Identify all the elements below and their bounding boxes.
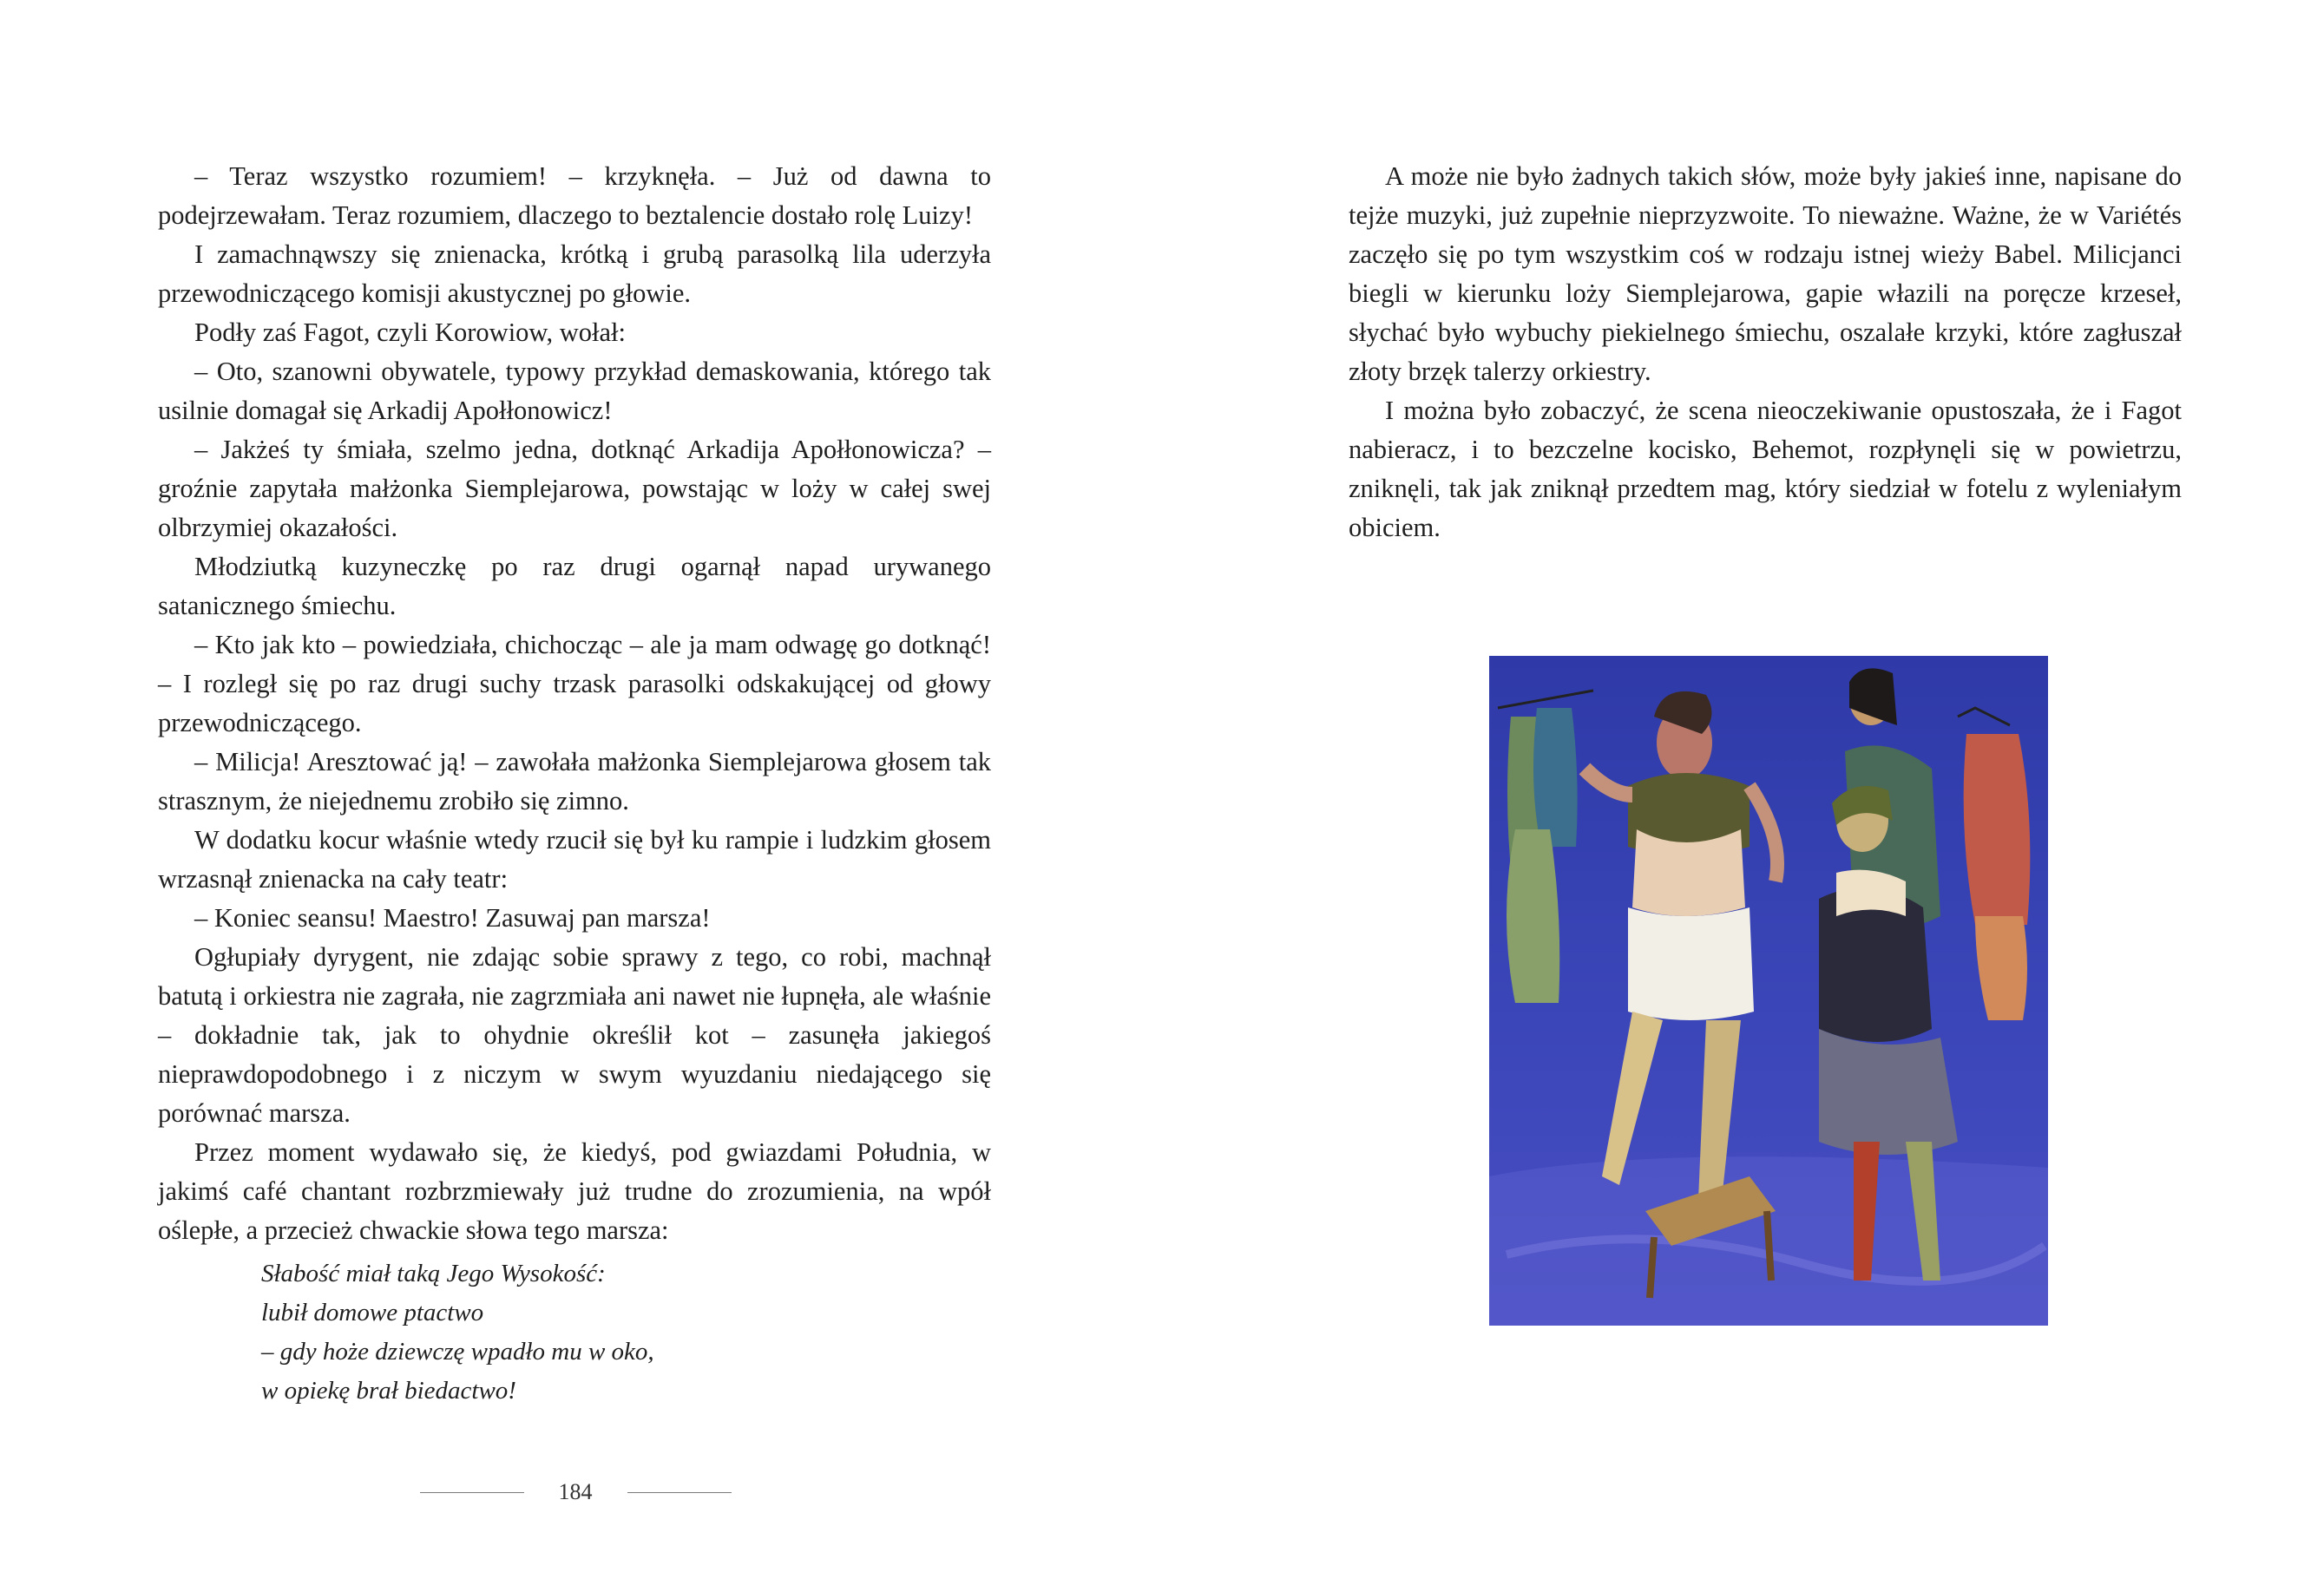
footer-rule-right: [627, 1492, 732, 1493]
paragraph: Młodziutką kuzyneczkę po raz drugi ogarnął napad urywanego satanicznego śmiechu.: [158, 552, 991, 620]
verse-line: w opiekę brał biedactwo!: [261, 1377, 516, 1405]
paragraph: I można było zobaczyć, że scena nieoczekiwanie opustoszała, że i Fagot nabieracz, i to bezczelne kocisko, Behemot, rozpłynęli się w powietrzu, zniknęli, tak jak zniknął przedtem mag, który siedział w fotelu z wyleniałym obiciem.: [1349, 396, 2182, 542]
paragraph: Podły zaś Fagot, czyli Korowiow, wołał:: [194, 318, 626, 347]
page-number-footer: [415, 1475, 736, 1510]
painting-image: [1489, 656, 2048, 1326]
verse-line: lubił domowe ptactwo: [261, 1299, 484, 1326]
paragraph: Przez moment wydawało się, że kiedyś, pod gwiazdami Południa, w jakimś café chantant rozbrzmiewały już trudne do zrozumienia, na wpół oślepłe, a przecież chwackie słowa tego marsza:: [158, 1137, 991, 1245]
paragraph: A może nie było żadnych takich słów, może były jakieś inne, napisane do tejże muzyki, już zupełnie nieprzyzwoite. To nieważne. Ważne, że w Variétés zaczęło się po tym wszystkim coś w rodzaju istnej wieży Babel. Milicjanci biegli w kierunku loży Siemplejarowa, gapie włazili na poręcze krzeseł, słychać było wybuchy piekielnego śmiechu, oszalałe krzyki, które zagłuszał złoty brzęk talerzy orkiestry.: [1349, 161, 2182, 386]
page-number: 184: [558, 1479, 593, 1504]
paragraph: – Milicja! Aresztować ją! – zawołała małżonka Siemplejarowa głosem tak strasznym, że niejednemu zrobiło się zimno.: [158, 747, 991, 815]
paragraph: – Jakżeś ty śmiała, szelmo jedna, dotknąć Arkadija Apołłonowicza? – groźnie zapytała małżonka Siemplejarowa, powstając w loży w całej swej olbrzymiej okazałości.: [158, 435, 991, 542]
footer-rule-left: [420, 1492, 524, 1493]
paragraph: I zamachnąwszy się znienacka, krótką i grubą parasolką lila uderzyła przewodniczącego komisji akustycznej po głowie.: [158, 239, 991, 308]
paragraph: Ogłupiały dyrygent, nie zdając sobie sprawy z tego, co robi, machnął batutą i orkiestra nie zagrała, nie zagrzmiała ani nawet nie łupnęła, ale właśnie – dokładnie tak, jak to ohydnie określił kot – zasunęła jakiegoś nieprawdopodobnego i z niczym w swym wyuzdaniu niedającego się porównać marsza.: [158, 942, 991, 1128]
paragraph: – Kto jak kto – powiedziała, chichocząc – ale ja mam odwagę go dotknąć! – I rozległ się po raz drugi suchy trzask parasolki odskakującej od głowy przewodniczącego.: [158, 630, 991, 737]
paragraph: – Teraz wszystko rozumiem! – krzyknęła. – Już od dawna to podejrzewałam. Teraz rozumiem, dlaczego to beztalencie dostało rolę Luizy!: [158, 161, 991, 230]
painting-illustration: [1489, 656, 2048, 1326]
verse-line: Słabość miał taką Jego Wysokość:: [261, 1260, 606, 1287]
left-page-text: [158, 157, 991, 1250]
verse-line: – gdy hoże dziewczę wpadło mu w oko,: [261, 1338, 654, 1366]
right-page-text: [1349, 157, 2182, 547]
song-verse: [261, 1254, 869, 1411]
paragraph: – Oto, szanowni obywatele, typowy przykład demaskowania, którego tak usilnie domagał się Arkadij Apołłonowicz!: [158, 357, 991, 425]
paragraph: W dodatku kocur właśnie wtedy rzucił się był ku rampie i ludzkim głosem wrzasnął znienacka na cały teatr:: [158, 825, 991, 894]
paragraph: – Koniec seansu! Maestro! Zasuwaj pan marsza!: [194, 903, 711, 933]
